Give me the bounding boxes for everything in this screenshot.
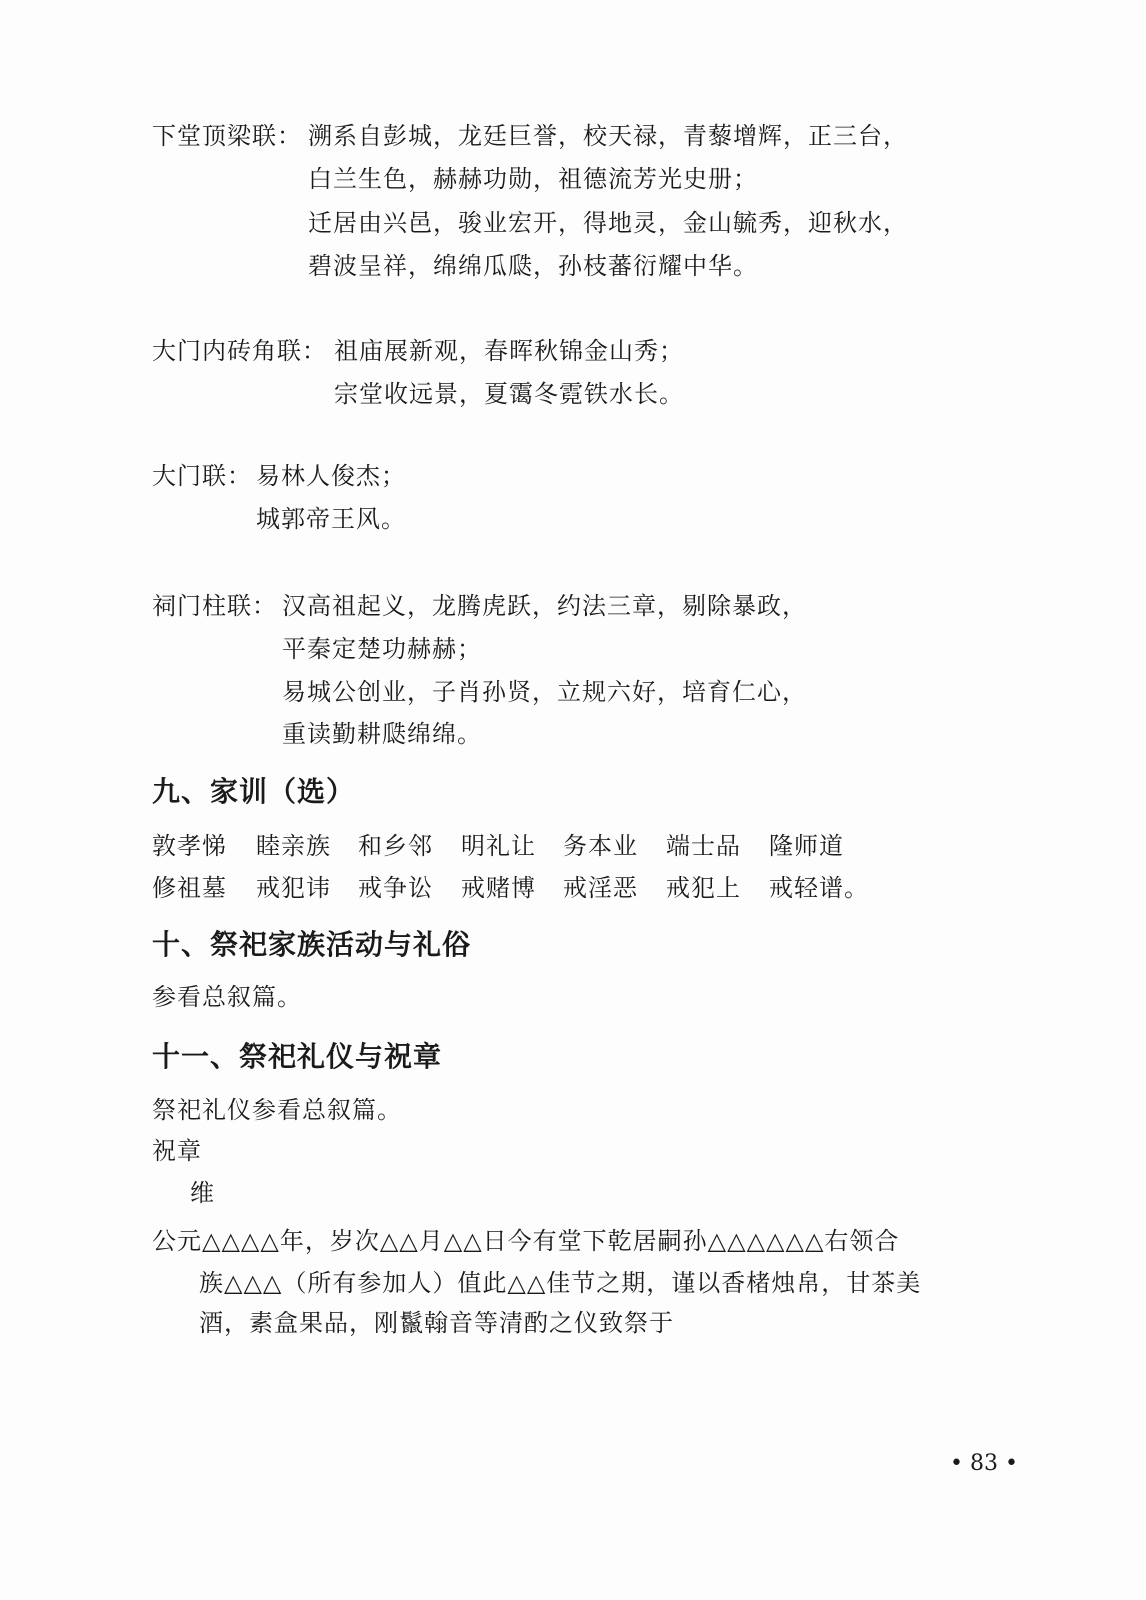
family-rule: 修祖墓 [152, 874, 227, 902]
couplet-label-damen: 大门联： [152, 462, 252, 490]
couplet-line: 汉高祖起义，龙腾虎跃，约法三章，剔除暴政， [282, 592, 807, 620]
prayer-line: 族△△△（所有参加人）值此△△佳节之期，谨以香楮烛帛，甘茶美 [199, 1269, 922, 1297]
prayer-title: 祝章 [152, 1137, 202, 1165]
section-11-text: 祭祀礼仪参看总叙篇。 [152, 1096, 402, 1124]
couplet-line: 易城公创业，子肖孙贤，立规六好，培育仁心， [282, 678, 807, 706]
couplet-line: 易林人俊杰； [256, 462, 406, 490]
prayer-opening: 维 [190, 1179, 215, 1207]
section-10-text: 参看总叙篇。 [152, 983, 302, 1011]
family-rule: 和乡邻 [358, 832, 433, 860]
couplet-line: 溯系自彭城，龙廷巨誉，校天禄，青藜增辉，正三台， [308, 122, 908, 150]
couplet-line: 城郭帝王风。 [256, 505, 406, 533]
couplet-line: 重读勤耕瓞绵绵。 [282, 720, 482, 748]
section-heading-10: 十、祭祀家族活动与礼俗 [152, 928, 472, 961]
family-rule: 戒犯上 [666, 874, 741, 902]
family-rule: 务本业 [563, 832, 638, 860]
couplet-line: 宗堂收远景，夏霭冬霓铁水长。 [334, 380, 684, 408]
couplet-label-cimen: 祠门柱联： [152, 592, 277, 620]
couplet-label-xiatang: 下堂顶梁联： [152, 122, 302, 150]
couplet-line: 祖庙展新观，春晖秋锦金山秀； [334, 337, 684, 365]
family-rule: 戒争讼 [358, 874, 433, 902]
section-heading-9: 九、家训（选） [152, 775, 356, 808]
prayer-line: 公元△△△△年，岁次△△月△△日今有堂下乾居嗣孙△△△△△△右领合 [152, 1227, 900, 1255]
family-rule: 端士品 [666, 832, 741, 860]
family-rule: 睦亲族 [256, 832, 331, 860]
family-rule: 明礼让 [461, 832, 536, 860]
family-rule: 敦孝悌 [152, 832, 227, 860]
family-rule: 隆师道 [769, 832, 844, 860]
couplet-line: 平秦定楚功赫赫； [282, 635, 482, 663]
couplet-label-damen-nei: 大门内砖角联： [152, 337, 327, 365]
couplet-line: 迁居由兴邑，骏业宏开，得地灵，金山毓秀，迎秋水， [308, 209, 908, 237]
family-rule: 戒淫恶 [563, 874, 638, 902]
prayer-line: 酒，素盒果品，刚鬣翰音等清酌之仪致祭于 [199, 1309, 674, 1337]
page-number: • 83 • [950, 1451, 1018, 1476]
family-rule: 戒犯讳 [256, 874, 331, 902]
section-heading-11: 十一、祭祀礼仪与祝章 [152, 1040, 443, 1073]
family-rule: 戒赌博 [461, 874, 536, 902]
couplet-line: 白兰生色，赫赫功勋，祖德流芳光史册； [308, 165, 758, 193]
family-rule: 戒轻谱。 [769, 874, 869, 902]
couplet-line: 碧波呈祥，绵绵瓜瓞，孙枝蕃衍耀中华。 [308, 252, 758, 280]
